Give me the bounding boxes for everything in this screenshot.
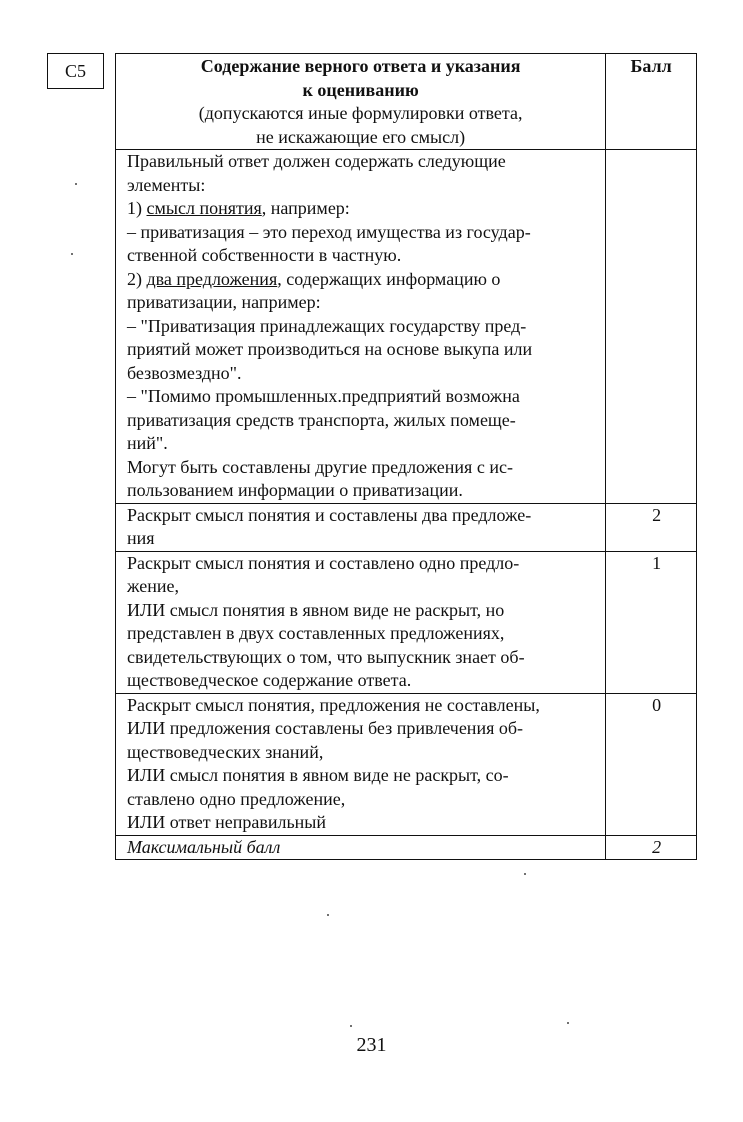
criterion-line: ществоведческих знаний, (127, 741, 324, 762)
answer-line: приватизации, например: (127, 292, 321, 312)
content-header-line1: Содержание верного ответа и указания (200, 56, 521, 76)
criterion-line: ИЛИ смысл понятия в явном виде не раскрыт, со- (127, 765, 509, 785)
criterion-line: Раскрыт смысл понятия и составлено одно предло- (127, 552, 520, 573)
criterion-content (116, 551, 606, 693)
answer-row (116, 150, 697, 504)
grading-table (115, 53, 697, 860)
element-number: 2) (127, 268, 147, 289)
criterion-line: ИЛИ предложения составлены без привлечения об- (127, 718, 524, 738)
answer-line: – приватизация – это переход имущества из государ- (127, 221, 531, 242)
criterion-line: свидетельствующих о том, что выпускник знает об- (127, 646, 525, 667)
criterion-content (116, 693, 606, 835)
max-score-label: Максимальный балл (116, 835, 606, 860)
element-title-underlined: смысл понятия (146, 198, 262, 218)
scan-speck (327, 914, 329, 916)
criterion-line: представлен в двух составленных предложениях, (127, 623, 505, 643)
scan-speck (71, 253, 73, 255)
criterion-line: Раскрыт смысл понятия и составлены два предложе- (127, 504, 532, 525)
scan-speck (75, 183, 77, 185)
answer-line: пользованием информации о приватизации. (127, 480, 463, 500)
answer-line: – "Приватизация принадлежащих государству пред- (127, 315, 527, 336)
criterion-row (116, 503, 697, 551)
scan-speck (567, 1022, 569, 1024)
max-score-row (116, 835, 697, 860)
task-number: С5 (64, 60, 86, 81)
answer-line: безвозмездно". (127, 362, 242, 383)
answer-line (127, 197, 605, 221)
criterion-line: ния (127, 528, 155, 548)
criterion-line: жение, (127, 576, 179, 596)
element-rest: , например: (261, 198, 350, 218)
score-header-label: Балл (630, 56, 672, 76)
criterion-line: ставлено одно предложение, (127, 788, 346, 809)
criterion-score: 0 (606, 693, 697, 835)
criterion-line: Раскрыт смысл понятия, предложения не составлены, (127, 694, 540, 715)
criterion-score: 2 (606, 503, 697, 551)
criterion-row (116, 693, 697, 835)
task-number-box (47, 53, 104, 89)
criterion-line: ществоведческое содержание ответа. (127, 670, 412, 690)
answer-line: приватизация средств транспорта, жилых помеще- (127, 409, 516, 430)
content-header-line3: (допускаются иные формулировки ответа, (198, 103, 523, 123)
max-score-value: 2 (606, 835, 697, 860)
scan-speck (350, 1025, 352, 1027)
score-header (606, 54, 697, 150)
content-header (116, 54, 606, 150)
answer-line (127, 268, 605, 292)
criterion-content (116, 503, 606, 551)
criterion-row (116, 551, 697, 693)
answer-line: Могут быть составлены другие предложения с ис- (127, 456, 513, 477)
criterion-score: 1 (606, 551, 697, 693)
page-number: 231 (356, 1034, 387, 1056)
element-number: 1) (127, 198, 147, 218)
content-header-line2: к оцениванию (302, 79, 419, 100)
scan-speck (524, 873, 526, 875)
answer-line: Правильный ответ должен содержать следующие (127, 151, 506, 171)
answer-line: – "Помимо промышленных.предприятий возможна (127, 386, 520, 406)
answer-line: приятий может производиться на основе выкупа или (127, 339, 533, 359)
element-title-underlined: два предложения (146, 268, 278, 289)
content-header-line4: не искажающие его смысл) (256, 126, 466, 147)
answer-content (116, 150, 606, 504)
answer-line: ний". (127, 433, 168, 453)
criterion-line: ИЛИ смысл понятия в явном виде не раскрыт, но (127, 599, 505, 620)
answer-line: ственной собственности в частную. (127, 245, 402, 265)
header-row (116, 54, 697, 150)
answer-line: элементы: (127, 174, 206, 195)
element-rest: , содержащих информацию о (277, 268, 501, 289)
answer-score-cell (606, 150, 697, 504)
criterion-line: ИЛИ ответ неправильный (127, 812, 327, 832)
